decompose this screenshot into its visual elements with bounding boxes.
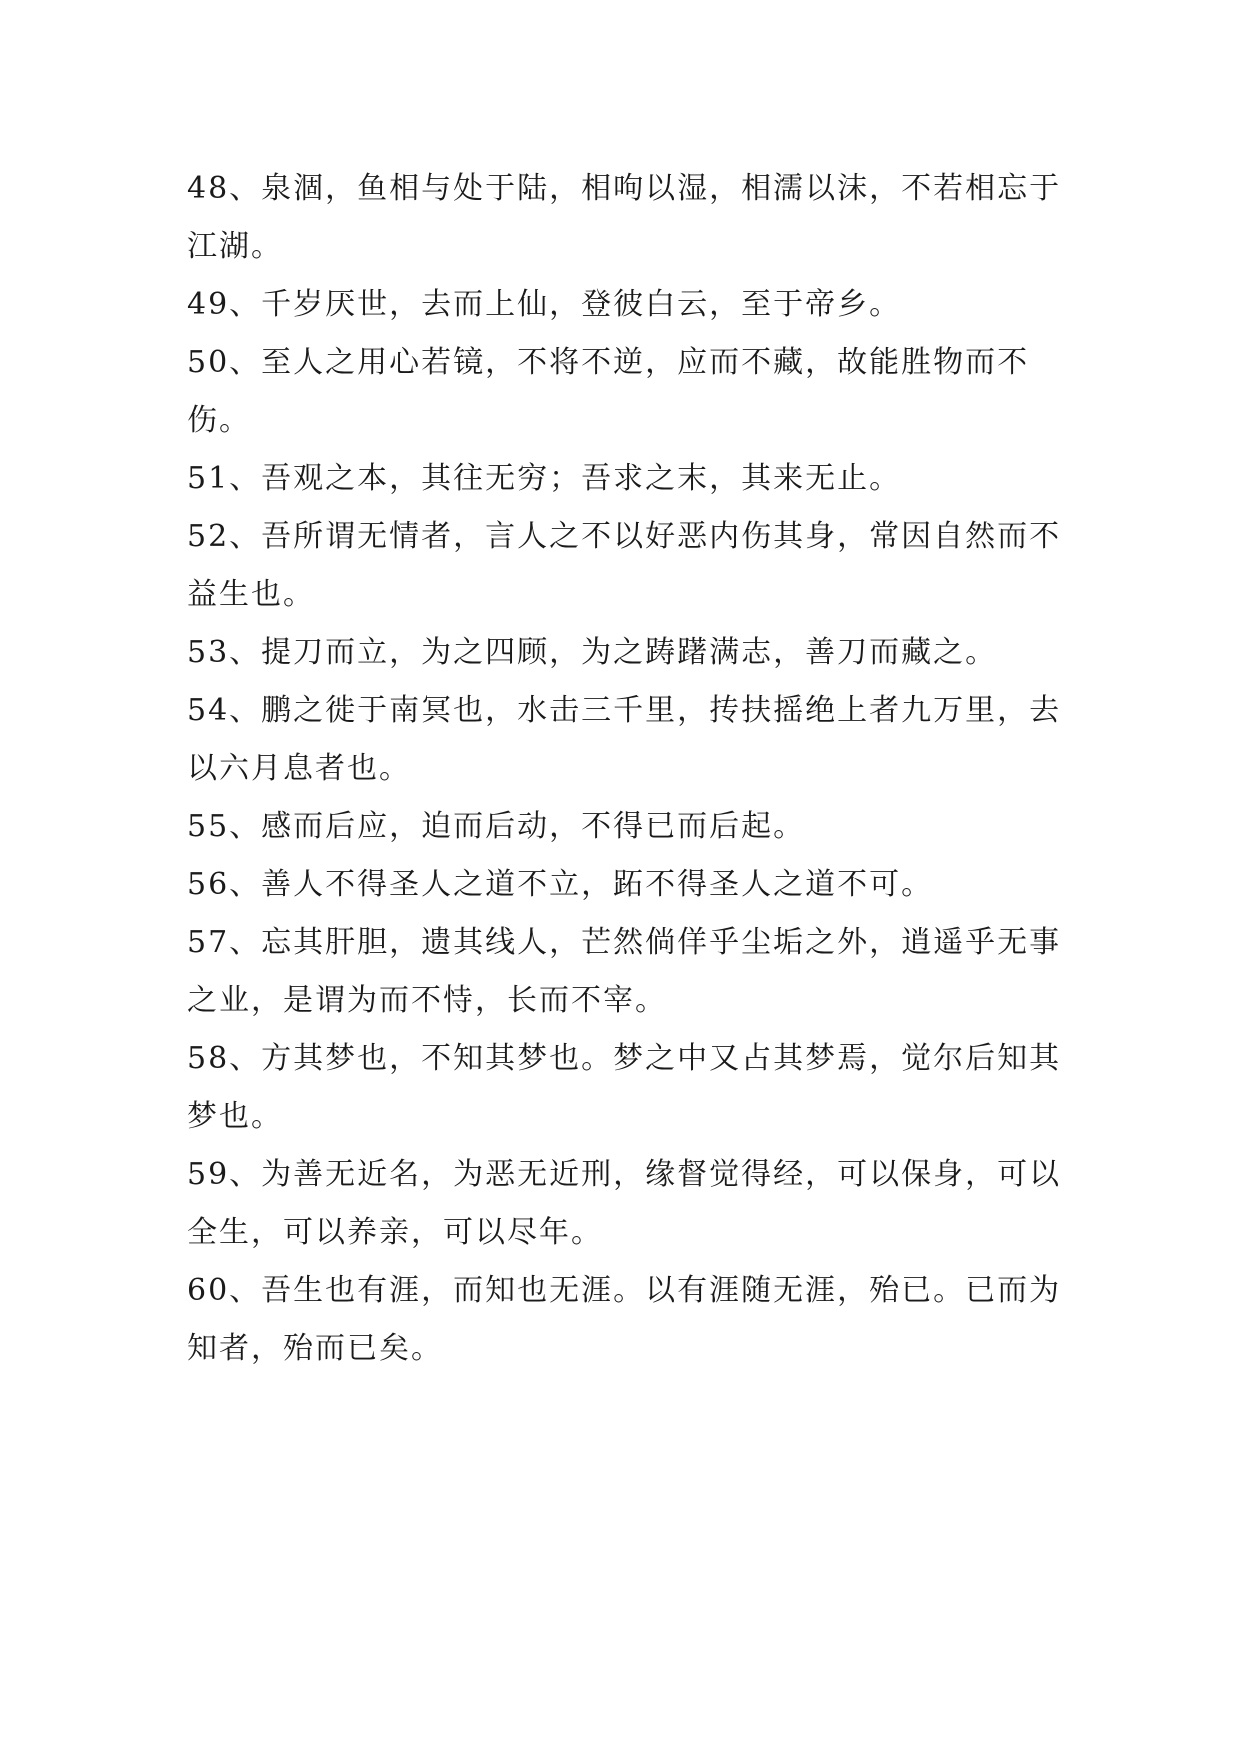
quote-50: 50、至人之用心若镜，不将不逆，应而不藏，故能胜物而不伤。	[187, 345, 1030, 438]
quote-53: 53、提刀而立，为之四顾，为之踌躇满志，善刀而藏之。	[187, 635, 998, 670]
quote-55: 55、感而后应，迫而后动，不得已而后起。	[187, 809, 806, 844]
quote-52: 52、吾所谓无情者，言人之不以好恶内伤其身，常因自然而不益生也。	[187, 519, 1062, 612]
quote-60: 60、吾生也有涯，而知也无涯。以有涯随无涯，殆已。已而为知者，殆而已矣。	[187, 1273, 1062, 1366]
quote-51: 51、吾观之本，其往无穷；吾求之末，其来无止。	[187, 461, 902, 496]
quote-48: 48、泉涸，鱼相与处于陆，相呴以湿，相濡以沫，不若相忘于江湖。	[187, 171, 1062, 264]
quote-57: 57、忘其肝胆，遗其线人，芒然倘佯乎尘垢之外，逍遥乎无事之业，是谓为而不恃，长而不宰。	[187, 925, 1062, 1018]
quote-49: 49、千岁厌世，去而上仙，登彼白云，至于帝乡。	[187, 287, 902, 322]
quote-58: 58、方其梦也，不知其梦也。梦之中又占其梦焉，觉尔后知其梦也。	[187, 1041, 1062, 1134]
quote-list	[187, 160, 1067, 1378]
quote-56: 56、善人不得圣人之道不立，跖不得圣人之道不可。	[187, 867, 934, 902]
quote-54: 54、鹏之徙于南冥也，水击三千里，抟扶摇绝上者九万里，去以六月息者也。	[187, 693, 1062, 786]
quote-59: 59、为善无近名，为恶无近刑，缘督觉得经，可以保身，可以全生，可以养亲，可以尽年。	[187, 1157, 1062, 1250]
